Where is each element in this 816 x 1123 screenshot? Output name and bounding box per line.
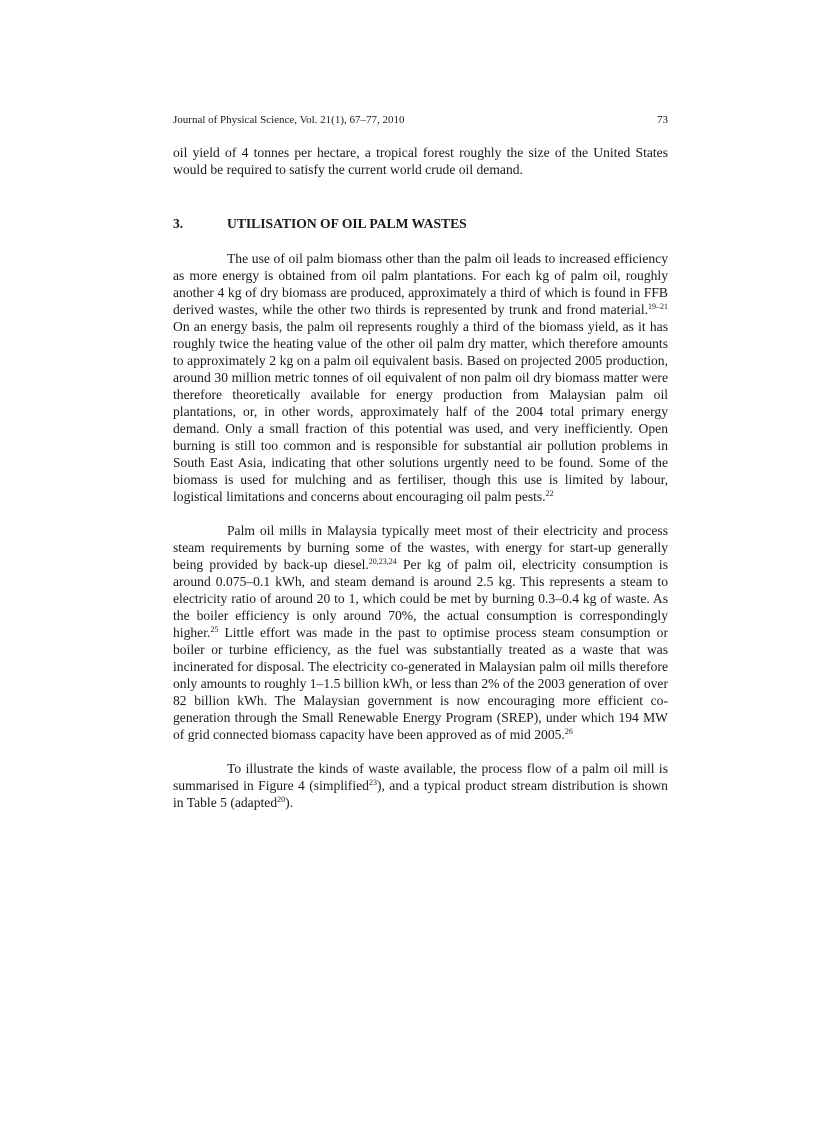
paragraph-mill-energy xyxy=(173,522,668,743)
paragraph-text: On an energy basis, the palm oil represents roughly a third of the biomass yield, as it has roughly twice the heating value of the other oil palm dry matter, which therefore amounts to approximately 2 kg on a palm oil equivalent basis. Based on projected 2005 production, around 30 million metric tonnes of oil equivalent of non palm oil dry biomass matter were therefore theoretically available for energy production from Malaysian palm oil plantations, or, in other words, approximately half of the 2004 total primary energy demand. Only a small fraction of this potential was used, and very inefficiently. Open burning is still too common and is responsible for substantial air pollution problems in South East Asia, indicating that other solutions urgently need to be found. Some of the biomass is used for mulching and as fertiliser, though this use is limited by labour, logistical limitations and concerns about encouraging oil palm pests. xyxy=(173,319,668,504)
paragraph-text: ). xyxy=(285,795,294,810)
paragraph-text: The use of oil palm biomass other than the palm oil leads to increased efficiency as more energy is obtained from oil palm plantations. For each kg of palm oil, roughly another 4 kg of dry biomass are produced, approximately a third of which is found in FFB derived wastes, while the other two thirds is represented by trunk and frond material. xyxy=(173,251,668,317)
paragraph-spacer xyxy=(173,505,668,522)
reference-superscript[interactable]: 22 xyxy=(545,489,554,498)
paragraph-text: Per kg of palm oil, electricity consumption is around 0.075–0.1 kWh, and steam demand is around 2.5 kg. This represents a steam to electricity ratio of around 20 to 1, which could be met by burning 0.3–0.4 kg of waste. As the boiler efficiency is only around 70%, the actual consumption is correspondingly higher. xyxy=(173,557,668,640)
paragraph-text: Palm oil mills in Malaysia typically meet most of their electricity and process steam requirements by burning some of the wastes, with energy for start-up generally being provided by back-up diesel. xyxy=(173,523,668,572)
reference-superscript[interactable]: 19–21 xyxy=(648,302,668,311)
reference-superscript[interactable]: 20 xyxy=(277,795,286,804)
reference-superscript[interactable]: 26 xyxy=(564,727,573,736)
section-title: UTILISATION OF OIL PALM WASTES xyxy=(227,216,467,231)
body-text xyxy=(173,144,668,811)
reference-superscript[interactable]: 25 xyxy=(210,625,219,634)
journal-citation: Journal of Physical Science, Vol. 21(1), 67–77, 2010 xyxy=(173,114,405,126)
intro-paragraph: oil yield of 4 tonnes per hectare, a tropical forest roughly the size of the United States would be required to satisfy the current world crude oil demand. xyxy=(173,145,668,177)
paragraph-text: ), and a typical product stream distribution is shown in Table 5 (adapted xyxy=(173,778,668,810)
section-number: 3. xyxy=(173,216,184,231)
reference-superscript[interactable]: 23 xyxy=(368,778,377,787)
page-number: 73 xyxy=(657,114,668,126)
paragraph-process-flow xyxy=(173,760,668,811)
document-page xyxy=(173,0,668,1123)
section-heading xyxy=(173,215,668,232)
paragraph-biomass-yield xyxy=(173,250,668,505)
paragraph-spacer xyxy=(173,743,668,760)
paragraph-text: Little effort was made in the past to optimise process steam consumption or boiler or turbine efficiency, as the fuel was substantially treated as a waste that was incinerated for disposal. The electricity co-generated in Malaysian palm oil mills therefore only amounts to roughly 1–1.5 billion kWh, or less than 2% of the 2003 generation of over 82 billion kWh. The Malaysian government is now encouraging more efficient co-generation through the Small Renewable Energy Program (SREP), under which 194 MW of grid connected biomass capacity have been approved as of mid 2005. xyxy=(173,625,668,742)
reference-superscript[interactable]: 20,23,24 xyxy=(368,557,397,566)
paragraph-text: To illustrate the kinds of waste available, the process flow of a palm oil mill is summarised in Figure 4 (simplified xyxy=(173,761,668,793)
